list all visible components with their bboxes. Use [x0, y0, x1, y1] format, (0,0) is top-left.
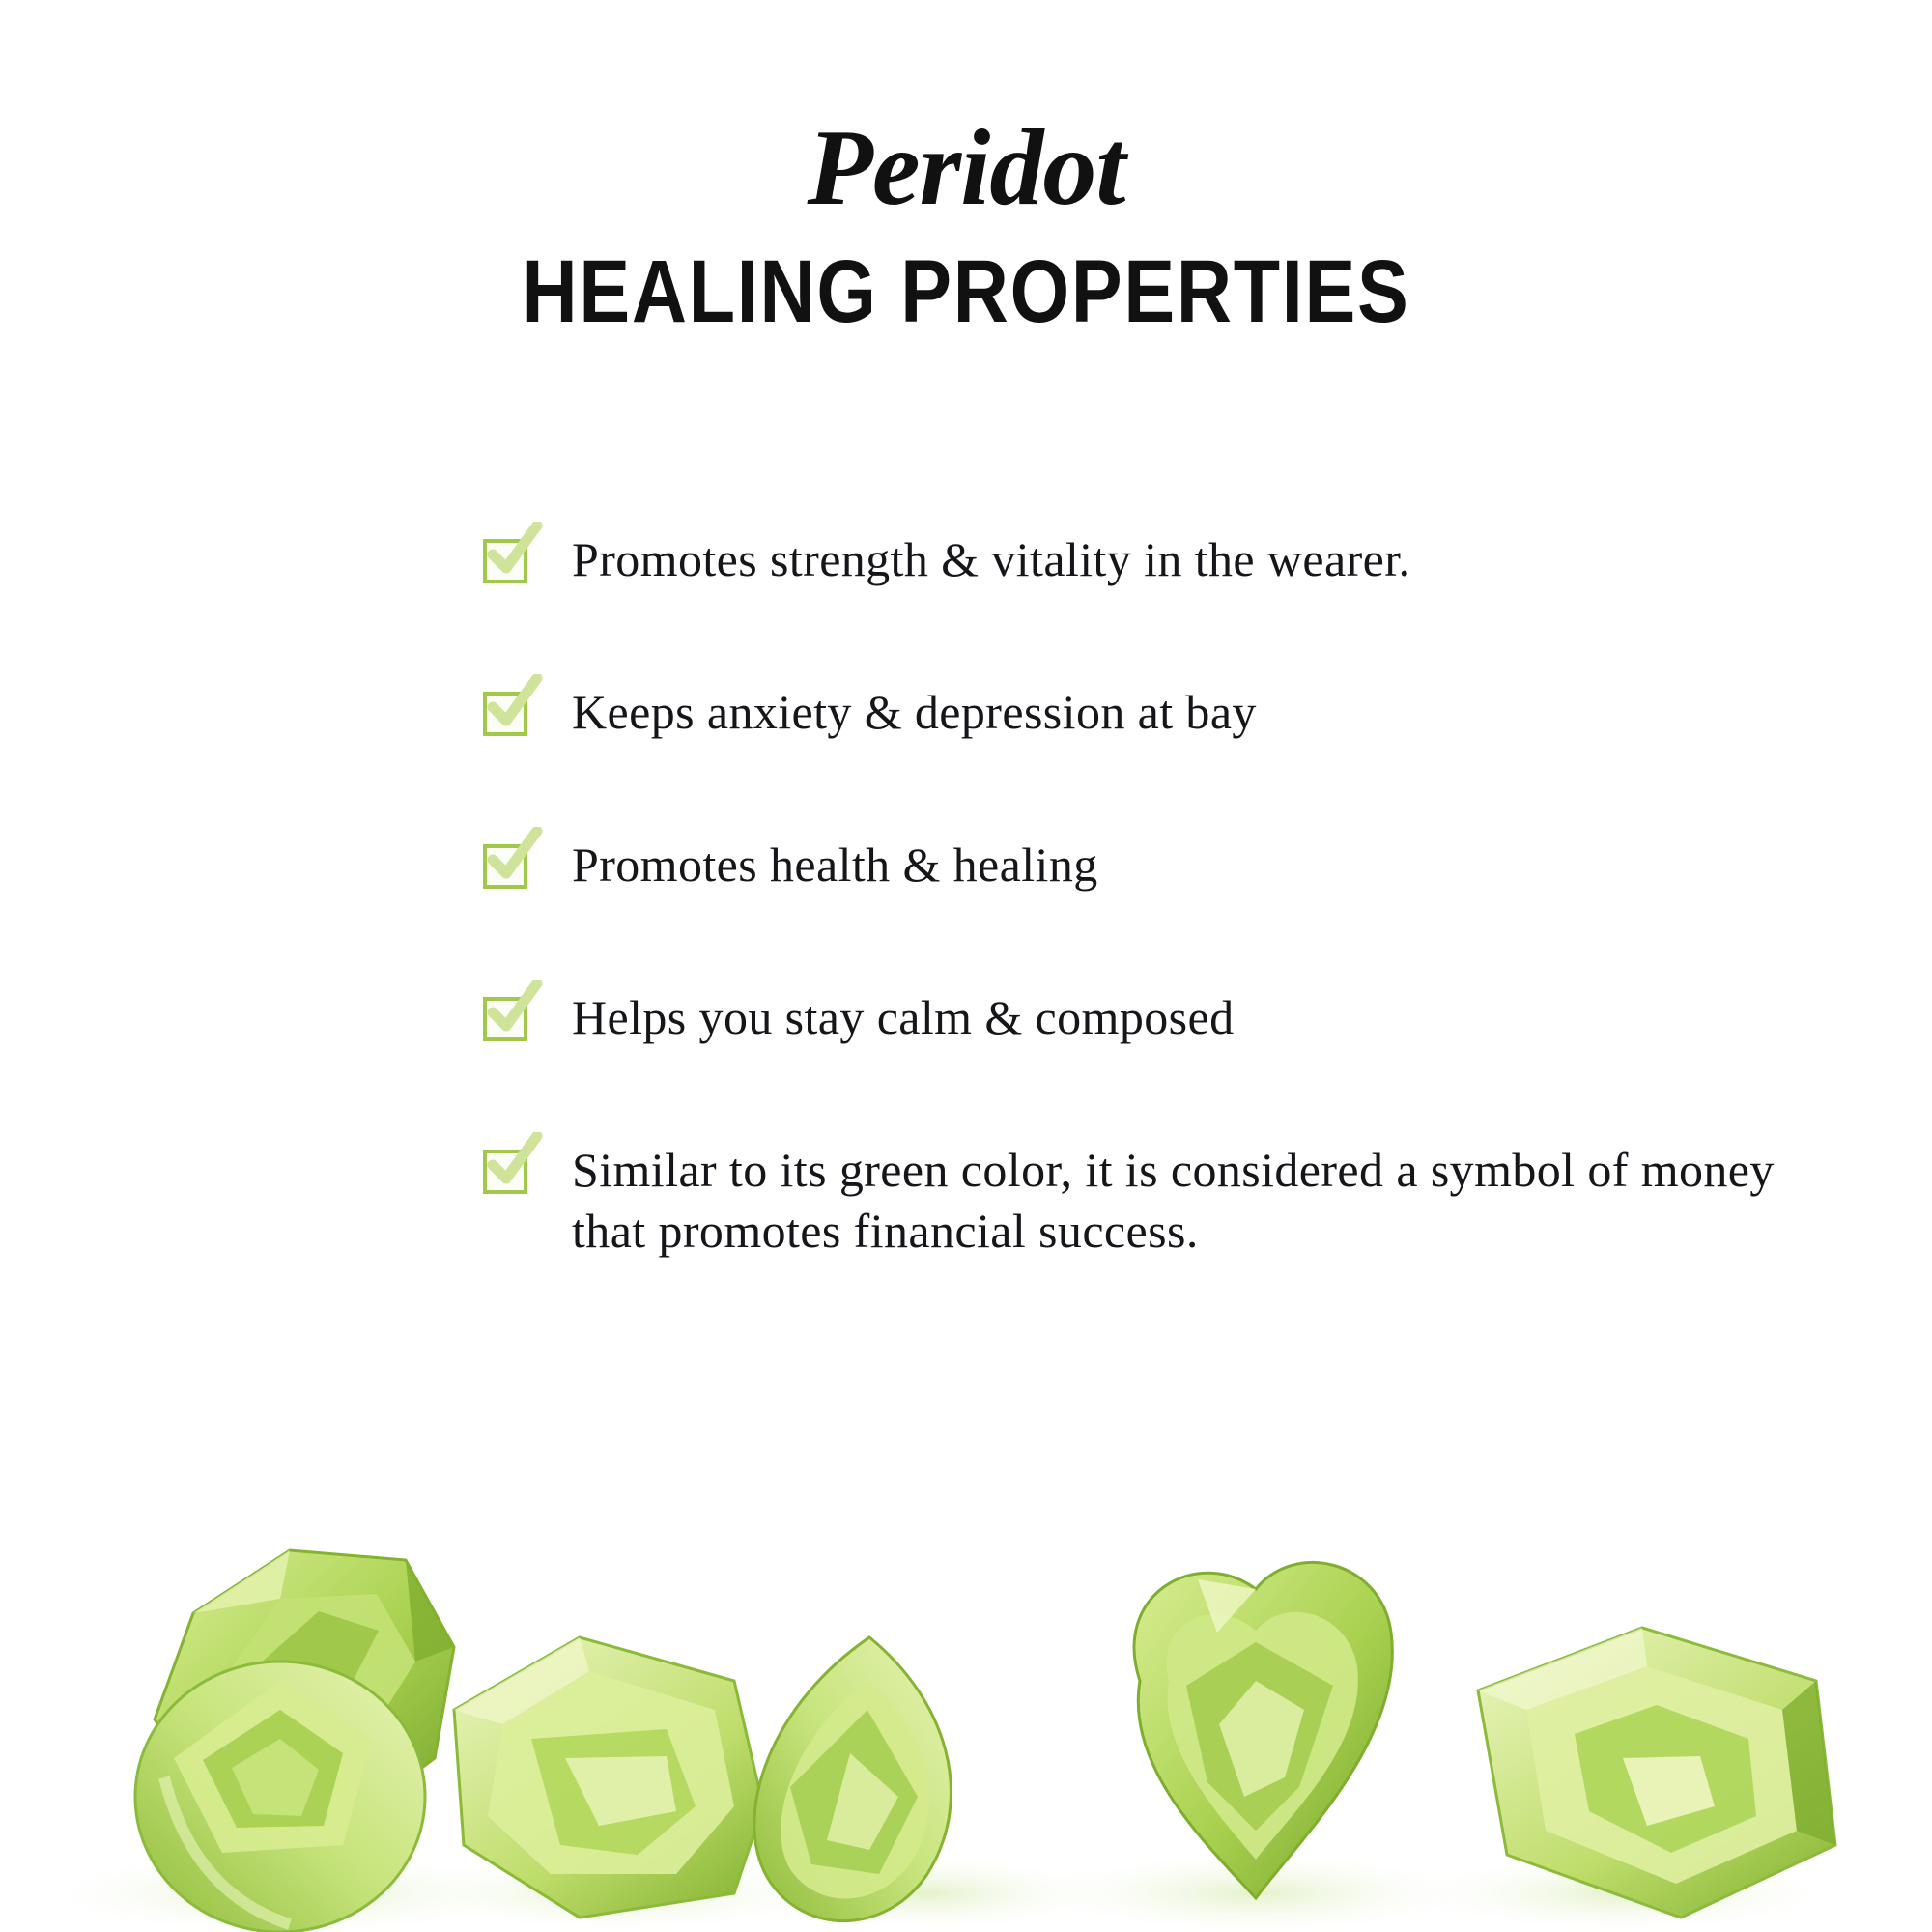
- peridot-gemstones-photo: [0, 1391, 1932, 1932]
- list-item-label: Promotes strength & vitality in the wearer.: [572, 532, 1411, 586]
- list-item-label: Promotes health & healing: [572, 838, 1098, 892]
- list-item: [483, 1140, 1797, 1262]
- healing-properties-list: [483, 529, 1797, 1262]
- checkbox-checked-icon: [483, 692, 527, 736]
- list-item-label: Helps you stay calm & composed: [572, 990, 1235, 1044]
- list-item-label: Keeps anxiety & depression at bay: [572, 685, 1257, 739]
- page-title-script: Peridot: [807, 108, 1125, 228]
- list-item: [483, 835, 1797, 895]
- checkbox-checked-icon: [483, 1150, 527, 1194]
- list-item-label: Similar to its green color, it is considered a symbol of money that promotes financial success.: [572, 1143, 1775, 1258]
- checkbox-checked-icon: [483, 539, 527, 583]
- header: [0, 108, 1932, 341]
- checkbox-checked-icon: [483, 997, 527, 1041]
- checkbox-checked-icon: [483, 844, 527, 889]
- page-title-main: HEALING PROPERTIES: [522, 242, 1410, 341]
- list-item: [483, 529, 1797, 590]
- list-item: [483, 682, 1797, 743]
- list-item: [483, 987, 1797, 1048]
